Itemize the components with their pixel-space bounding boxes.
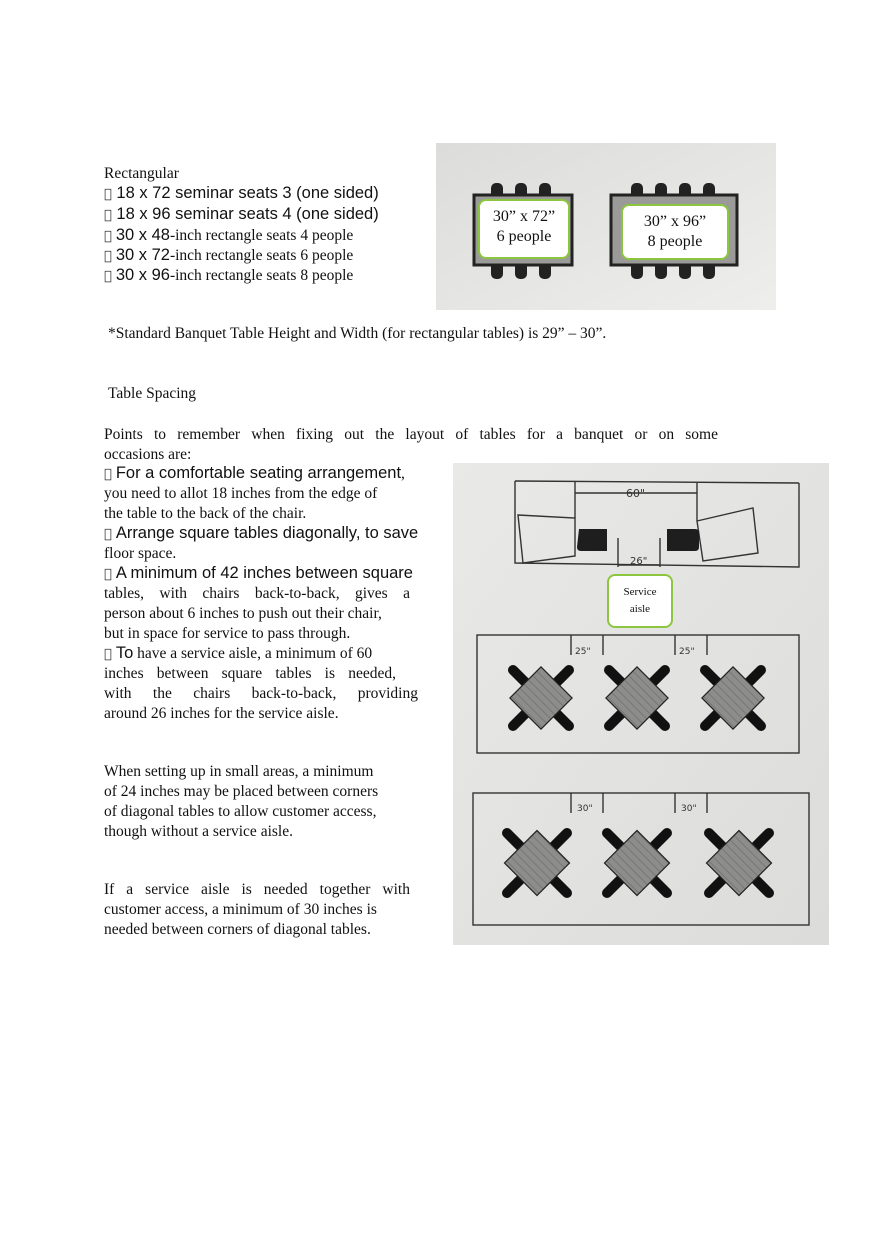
paragraph-line: When setting up in small areas, a minimum: [104, 763, 374, 780]
paragraph-line: of 24 inches may be placed between corners: [104, 783, 379, 800]
label-30x72: [478, 199, 570, 259]
bullet-text: the table to the back of the chair.: [104, 505, 307, 522]
bullet-head: For a comfortable seating arrangement: [104, 464, 390, 482]
dim-60: 60": [626, 487, 646, 500]
item-text: -inch rectangle seats 8 people: [158, 267, 342, 284]
rect-tables-photo: [436, 143, 776, 310]
spacing-drawing: [453, 463, 829, 945]
label-seats: 6 people: [496, 228, 552, 245]
label-size: 30” x 96”: [643, 213, 707, 230]
bullet-glyph: [104, 647, 112, 662]
rectangular-heading: Rectangular: [104, 165, 179, 182]
standard-height-note: *Standard Banquet Table Height and Width (for rectangular tables) is 29” – 30”.: [108, 325, 607, 342]
list-item: [104, 523, 418, 543]
bullet-glyph: [104, 269, 112, 284]
callout-text: aisle: [629, 603, 651, 615]
list-item: [104, 563, 413, 583]
bullet-text: around 26 inches for the service aisle.: [104, 705, 339, 722]
bullet-head: To: [104, 644, 122, 662]
dim-25-b: 25": [679, 647, 695, 657]
dim-25-a: 25": [575, 647, 591, 657]
item-text: -inch rectangle seats 6 people: [158, 247, 342, 264]
bullet-glyph: [104, 229, 112, 244]
item-bold-text: 18 x 96 seminar seats 4 (one sided): [104, 205, 367, 223]
bullet-text: tables, with chairs back-to-back, gives a: [104, 585, 410, 602]
intro-line: Points to remember when fixing out the layout of tables for a banquet or on some: [104, 426, 718, 443]
list-item: [104, 204, 379, 226]
bullet-glyph: [104, 187, 112, 202]
bullet-glyph: [104, 467, 112, 482]
bullet-text: person about 6 inches to push out their chair,: [104, 605, 382, 622]
service-aisle-paragraph: [104, 880, 410, 940]
bullet-head: A minimum of 42 inches between square: [104, 564, 402, 582]
list-item: [104, 183, 379, 205]
paragraph-line: of diagonal tables to allow customer access,: [104, 803, 377, 820]
paragraph-line: customer access, a minimum of 30 inches is: [104, 901, 377, 918]
row2-tables: [504, 830, 771, 895]
service-aisle-callout: [607, 574, 673, 628]
list-item: [104, 225, 353, 246]
bullet-text: ,: [389, 465, 394, 482]
bullet-glyph: [104, 567, 112, 582]
paragraph-line: needed between corners of diagonal tables.: [104, 921, 371, 938]
bullet-text: you need to allot 18 inches from the edge of: [104, 485, 378, 502]
paragraph-line: though without a service aisle.: [104, 823, 293, 840]
label-seats: 8 people: [647, 233, 703, 250]
bullet-text: have a service aisle, a minimum of 60: [121, 645, 361, 662]
spacing-diagrams-photo: [453, 463, 829, 945]
dim-30-b: 30": [681, 804, 697, 814]
bullet-text: inches between square tables is needed,: [104, 665, 396, 682]
item-bold-text: 30 x 96: [104, 266, 159, 284]
list-item: [104, 265, 353, 286]
intro-paragraph: [104, 425, 718, 465]
row1-tables: [510, 667, 764, 729]
callout-text: Service: [623, 586, 657, 598]
item-text: -inch rectangle seats 4 people: [158, 227, 342, 244]
item-bold-text: 30 x 72: [104, 246, 159, 264]
item-bold-text: 18 x 72 seminar seats 3 (one sided): [104, 184, 367, 202]
item-bold-text: 30 x 48: [104, 226, 159, 244]
label-30x96: [621, 204, 729, 260]
dim-30-a: 30": [577, 804, 593, 814]
intro-line: occasions are:: [104, 446, 192, 463]
bullet-head: Arrange square tables diagonally, to save: [104, 524, 407, 542]
dim-26: 26": [630, 556, 648, 567]
bullet-text: floor space.: [104, 545, 177, 562]
bullet-text: but in space for service to pass through.: [104, 625, 351, 642]
bullet-glyph: [104, 249, 112, 264]
small-areas-paragraph: [104, 762, 422, 842]
list-item: [104, 463, 405, 484]
paragraph-line: If a service aisle is needed together with: [104, 881, 410, 898]
list-item: [104, 245, 353, 266]
bullet-glyph: [104, 208, 112, 223]
label-size: 30” x 72”: [492, 208, 556, 225]
list-item: [104, 643, 372, 664]
table-spacing-heading: Table Spacing: [108, 385, 197, 402]
bullet-glyph: [104, 527, 112, 542]
bullet-text: with the chairs back-to-back, providing: [104, 685, 418, 702]
